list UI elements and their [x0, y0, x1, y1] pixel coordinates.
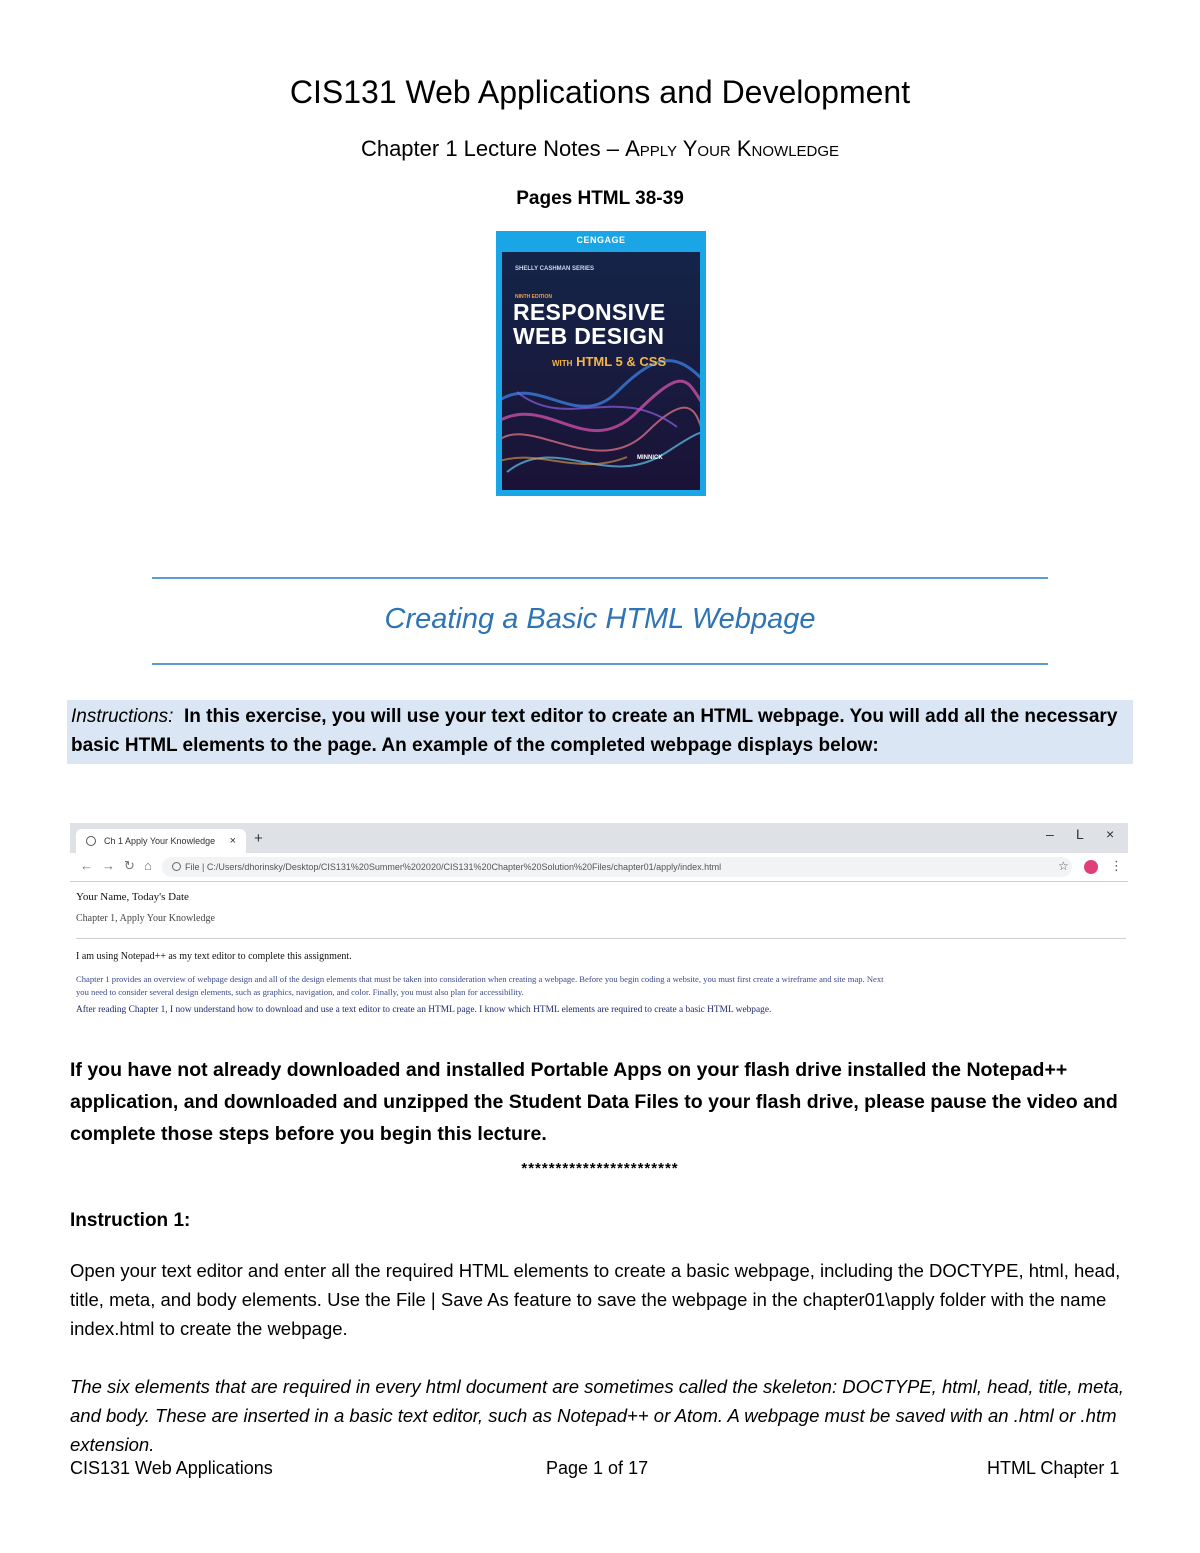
cover-title-html-css: HTML 5 & CSS	[576, 354, 667, 369]
instruction-1-heading: Instruction 1:	[70, 1210, 191, 1231]
example-divider	[76, 938, 1126, 939]
prerequisite-notice: If you have not already downloaded and installed Portable Apps on your flash drive installed the Notepad++ application, and downloaded and unzipped the Student Data Files to your flash drive, please pause the video and complete those steps before you begin this lecture.	[70, 1059, 1118, 1145]
section-heading: Creating a Basic HTML Webpage	[384, 603, 816, 635]
instruction-1-body: Open your text editor and enter all the required HTML elements to create a basic webpage, including the DOCTYPE, html, head, title, meta, and body elements. Use the File | Save As feature to save the webpage in the chapter01\apply folder with the name index.html to create the webpage.	[70, 1260, 1121, 1339]
example-line-overview-1: Chapter 1 provides an overview of webpage design and all of the design elements that must be taken into consideration when creating a webpage. Before you begin coding a website, you must first create a wireframe and site map. Next	[76, 974, 884, 984]
subtitle-apply-your-knowledge: Apply Your Knowledge	[625, 136, 840, 161]
cover-author: MINNICK	[637, 455, 663, 461]
browser-toolbar	[70, 853, 1128, 882]
minimize-icon: –	[1046, 826, 1054, 842]
bookmark-star-icon: ☆	[1058, 859, 1069, 873]
browser-menu-icon: ⋮	[1110, 858, 1123, 873]
reload-icon: ↻	[124, 858, 135, 873]
subtitle-prefix: Chapter 1 Lecture Notes –	[360, 136, 626, 161]
back-arrow-icon: ←	[80, 858, 93, 873]
browser-tab-title: Ch 1 Apply Your Knowledge	[104, 836, 216, 846]
address-url: File | C:/Users/dhorinsky/Desktop/CIS131%20Summer%202020/CIS131%20Chapter%20Solution%20Files/chapter01/apply/index.html	[185, 862, 722, 872]
example-line-name-date: Your Name, Today's Date	[76, 891, 189, 903]
example-line-notepad: I am using Notepad++ as my text editor to complete this assignment.	[76, 951, 352, 962]
home-icon: ⌂	[144, 858, 152, 873]
footer-page-number: Page 1 of 17	[546, 1458, 649, 1478]
address-bar	[162, 857, 1072, 877]
info-icon	[172, 862, 181, 871]
example-line-after-reading: After reading Chapter 1, I now understand how to download and use a text editor to create an HTML page. I know which HTML elements are required to create a basic HTML webpage.	[76, 1005, 772, 1015]
footer-course: CIS131 Web Applications	[70, 1458, 273, 1478]
cover-edition: NINTH EDITION	[515, 294, 552, 300]
instruction-1-note: The six elements that are required in every html document are sometimes called the skeleton: DOCTYPE, html, head, title, meta, and body. These are inserted in a basic text editor, such as Notepad++ or Atom. A webpage must be saved with an .html or .htm extension.	[70, 1376, 1124, 1455]
cover-title-with: WITH	[552, 359, 573, 368]
document-title: CIS131 Web Applications and Development	[289, 74, 911, 110]
browser-tab-bar	[70, 823, 1128, 853]
tab-close-icon: ×	[229, 835, 236, 847]
cover-title-line3	[552, 354, 666, 369]
window-close-icon: ×	[1106, 826, 1115, 842]
cover-title-line2: WEB DESIGN	[513, 323, 665, 349]
book-cover	[497, 232, 705, 495]
document-subtitle	[0, 136, 1200, 162]
browser-tab	[76, 829, 246, 853]
pages-reference: Pages HTML 38-39	[516, 188, 684, 209]
forward-arrow-icon: →	[102, 858, 115, 873]
footer-chapter: HTML Chapter 1	[987, 1458, 1120, 1478]
profile-avatar	[1084, 860, 1098, 874]
globe-icon	[86, 836, 96, 846]
heading-rule-top	[152, 577, 1048, 579]
browser-example-screenshot	[70, 823, 1128, 1028]
new-tab-icon: +	[254, 830, 263, 847]
instructions-label: Instructions:	[71, 706, 174, 727]
example-line-overview-2: you need to consider several design elements, such as graphics, navigation, and color. Finally, you must also plan for accessibility.	[76, 987, 524, 997]
browser-page-content	[70, 881, 1128, 1028]
separator-asterisks: ***********************	[521, 1160, 679, 1177]
cover-title-line1: RESPONSIVE	[513, 299, 666, 325]
heading-rule-bottom	[152, 663, 1048, 665]
maximize-icon: L	[1076, 826, 1084, 842]
instructions-box	[67, 700, 1133, 764]
cover-series: SHELLY CASHMAN SERIES	[515, 266, 595, 272]
instructions-text: In this exercise, you will use your text editor to create an HTML webpage. You will add all the necessary basic HTML elements to the page. An example of the completed webpage displays below:	[71, 706, 1118, 756]
example-line-chapter: Chapter 1, Apply Your Knowledge	[76, 913, 215, 924]
cover-publisher: CENGAGE	[576, 235, 626, 245]
